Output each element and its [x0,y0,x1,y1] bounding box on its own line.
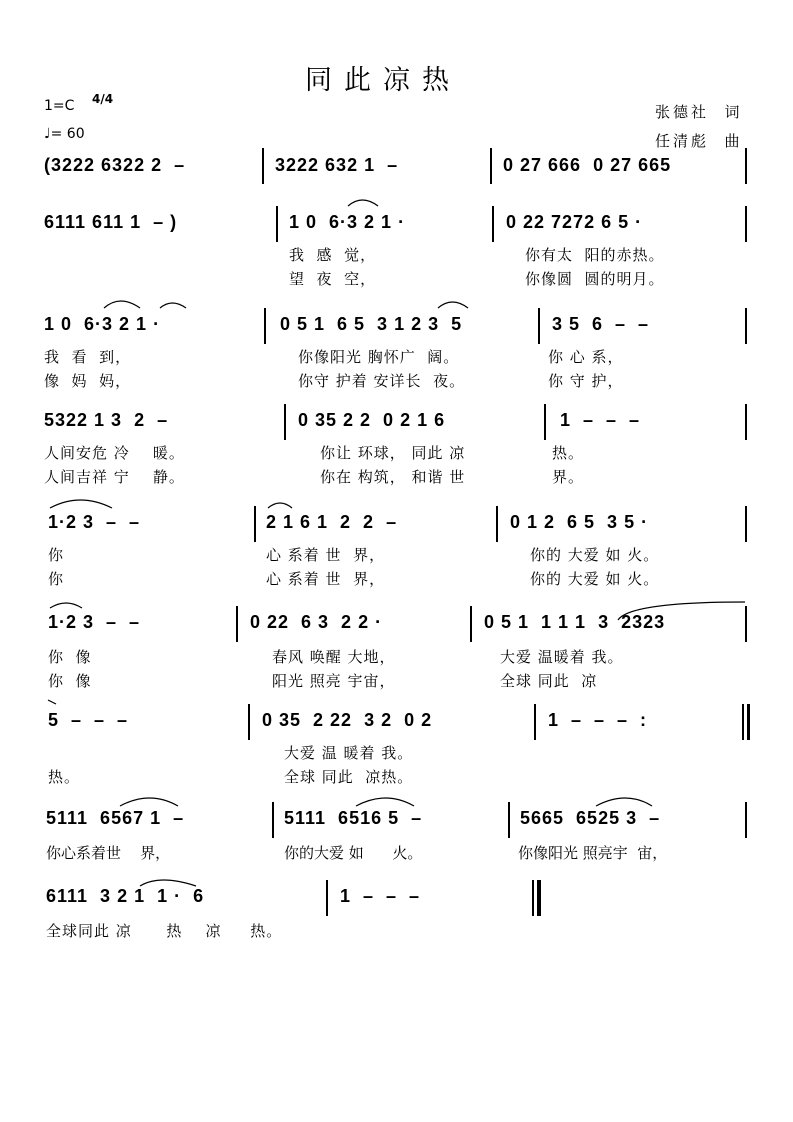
notes-system-5-measure-2: 2 1 6 1 2 2 – [266,512,398,532]
notes-system-8-measure-2: 5111 6516 5 – [284,808,423,828]
notes-system-3-measure-2: 0 5 1 6 5 3 1 2 3 5 [280,314,463,334]
notes-system-3-measure-3: 3 5 6 – – [552,314,650,334]
notes-system-7-measure-3: 1 – – – : [548,710,648,730]
slur-arc [438,302,468,308]
lyrics-verse-1: 你的 大爱 如 火。 [530,546,660,564]
tempo-marking: ♩= 60 [44,126,85,142]
notes-system-2-measure-1: 6111 611 1 – ) [44,212,178,232]
lyrics-verse-1: 我 感 觉， [289,246,377,264]
slur-arc [50,603,82,608]
key-signature: 1=C [44,98,75,114]
lyrics-verse-2: 你 [48,570,65,588]
lyrics-verse-1: 你 [48,546,65,564]
lyrics-verse-1: 春风 唤醒 大地， [272,648,396,666]
lyrics-verse-2: 人间吉祥 宁 静。 [44,468,185,486]
lyrics-verse-1: 我 看 到， [44,348,132,366]
tie-arc [618,602,745,620]
notes-system-2-measure-3: 0 22 7272 6 5 · [506,212,643,232]
notes-system-4-measure-1: 5322 1 3 2 – [44,410,169,430]
lyrics-verse-2: 心 系着 世 界， [266,570,386,588]
notes-system-1-measure-1: (3222 6322 2 – [44,155,186,175]
lyrics-verse-2: 热。 [48,768,81,786]
lyrics-verse-2: 像 妈 妈， [44,372,132,390]
lyrics-verse-1: 人间安危 冷 暖。 [44,444,185,462]
lyrics-verse-2: 全球 同此 凉 [500,672,598,690]
composer-credit: 任清彪 曲 [655,132,743,150]
slur-arc [348,200,378,206]
lyrics-verse-1: 你有太 阳的赤热。 [525,246,665,264]
notes-system-5-measure-3: 0 1 2 6 5 3 5 · [510,512,649,532]
lyrics-verse-2: 你 守 护， [548,372,624,390]
notes-system-7-measure-1: 5 – – – [48,710,129,730]
lyrics-verse-1: 大爱 温 暖着 我。 [284,744,414,762]
lyrics-verse-1: 你心系着世 界， [46,844,171,862]
notes-system-4-measure-2: 0 35 2 2 0 2 1 6 [298,410,446,430]
lyrics-verse-1: 你让 环球， 同此 凉 [320,444,466,462]
lyrics-verse-2: 望 夜 空， [289,270,377,288]
notes-system-1-measure-2: 3222 632 1 – [275,155,399,175]
tie-arc [48,700,56,704]
notes-system-5-measure-1: 1·2 3 – – [48,512,141,532]
notes-system-6-measure-1: 1·2 3 – – [48,612,141,632]
notes-system-6-measure-2: 0 22 6 3 2 2 · [250,612,383,632]
lyrics-verse-1: 你的大爱 如 火。 [284,844,423,862]
slur-arc [104,301,140,308]
notes-system-9-measure-2: 1 – – – [340,886,421,906]
slur-arc [160,303,186,308]
lyrics-verse-2: 你的 大爱 如 火。 [530,570,660,588]
lyrics-verse-1: 心 系着 世 界， [266,546,386,564]
lyrics-verse-2: 阳光 照亮 宇宙， [272,672,396,690]
notes-system-1-measure-3: 0 27 666 0 27 665 [503,155,672,175]
lyrics-verse-1: 你 像 [48,648,92,666]
notes-system-8-measure-1: 5111 6567 1 – [46,808,185,828]
notes-system-6-measure-3: 0 5 1 1 1 1 3 2323 [484,612,666,632]
lyrics-verse-1: 热。 [552,444,585,462]
lyrics-verse-2: 你在 构筑， 和谐 世 [320,468,466,486]
lyrics-verse-1: 大爱 温暖着 我。 [500,648,624,666]
lyrics-verse-2: 你 像 [48,672,92,690]
page-title: 同此凉热 [305,65,461,96]
notes-system-8-measure-3: 5665 6525 3 – [520,808,661,828]
lyrics-verse-2: 你守 护着 安详长 夜。 [298,372,466,390]
slur-arc [596,798,652,806]
lyrics-verse-1: 全球同此 凉 热 凉 热。 [46,922,283,940]
lyricist-credit: 张德社 词 [655,103,743,121]
slur-arc [356,798,414,806]
notes-system-7-measure-2: 0 35 2 22 3 2 0 2 [262,710,433,730]
lyrics-verse-1: 你像阳光 照亮宇 宙， [518,844,668,862]
notes-system-2-measure-2: 1 0 6·3 2 1 · [289,212,406,232]
slur-arc [50,500,112,508]
lyrics-verse-1: 你 心 系， [548,348,624,366]
slur-arc [140,880,196,886]
lyrics-verse-2: 界。 [552,468,585,486]
lyrics-verse-1: 你像阳光 胸怀广 阔。 [298,348,460,366]
lyrics-verse-2: 全球 同此 凉热。 [284,768,414,786]
notes-system-3-measure-1: 1 0 6·3 2 1 · [44,314,161,334]
slur-arc [120,798,178,806]
time-signature: 4/4 [92,92,114,106]
notes-system-4-measure-3: 1 – – – [560,410,641,430]
lyrics-verse-2: 你像圆 圆的明月。 [525,270,665,288]
slur-arc [268,503,292,508]
notes-system-9-measure-1: 6111 3 2 1 1 · 6 [46,886,205,906]
